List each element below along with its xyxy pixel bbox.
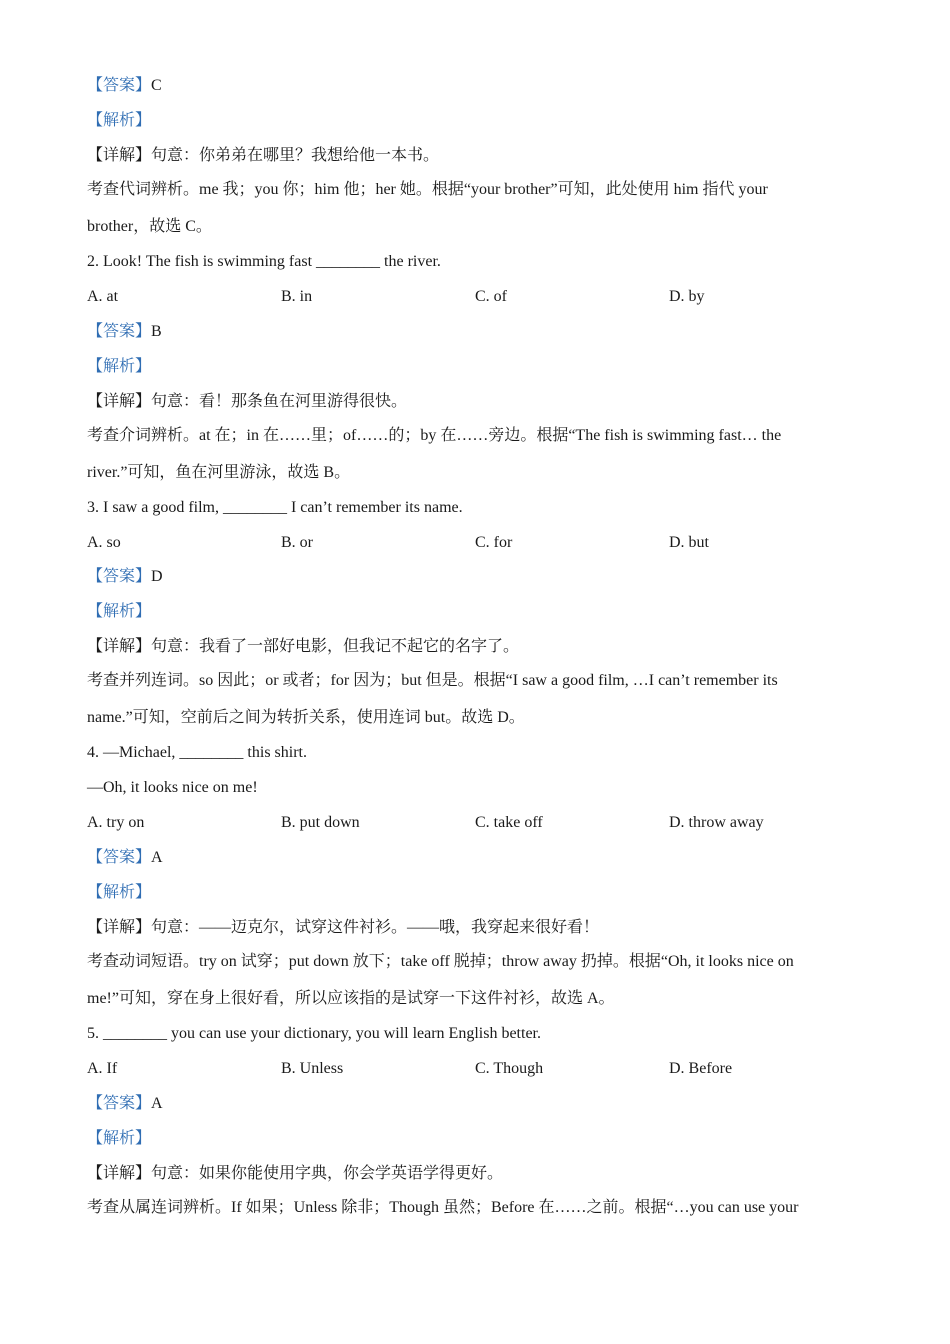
q4-option-a: A. try on [87, 814, 145, 831]
q3-option-d: D. but [669, 534, 709, 551]
detail-text: 句意：——迈克尔，试穿这件衬衫。——哦，我穿起来很好看！ [151, 919, 600, 936]
detail-text: 句意：如果你能使用字典，你会学英语学得更好。 [151, 1165, 504, 1182]
q3-detail-line [87, 637, 519, 657]
q3-explain-2: name.”可知，空前后之间为转折关系，使用连词 but。故选 D。 [87, 709, 525, 726]
q1-answer-line [87, 76, 162, 96]
q4-option-b: B. put down [281, 814, 360, 831]
q5-detail-line [87, 1164, 503, 1184]
answer-tag: 【答案】 [87, 77, 152, 94]
q2-explain-2: river.”可知，鱼在河里游泳，故选 B。 [87, 464, 351, 481]
q4-answer-line [87, 848, 163, 868]
q5-answer-line [87, 1094, 163, 1114]
q1-explain-2: brother，故选 C。 [87, 218, 212, 235]
q5-option-b: B. Unless [281, 1060, 344, 1077]
q4-explain-2: me!”可知，穿在身上很好看，所以应该指的是试穿一下这件衬衫，故选 A。 [87, 990, 615, 1007]
answer-value: D [151, 568, 163, 585]
answer-tag: 【答案】 [87, 323, 152, 340]
q2-option-b: B. in [281, 288, 313, 305]
q2-explain-1: 考查介词辨析。at 在；in 在……里；of……的；by 在……旁边。根据“The fish is swimming fast… the [87, 427, 782, 444]
q4-stem-reply: —Oh, it looks nice on me! [87, 779, 258, 796]
q3-option-b: B. or [281, 534, 313, 551]
q3-analysis-tag: 【解析】 [87, 603, 152, 620]
detail-text: 句意：看！那条鱼在河里游得很快。 [151, 393, 408, 410]
q5-option-d: D. Before [669, 1060, 733, 1077]
answer-tag: 【答案】 [87, 568, 152, 585]
q3-explain-1: 考查并列连词。so 因此；or 或者；for 因为；but 但是。根据“I saw a good film, …I can’t remember its [87, 672, 778, 689]
q3-option-c: C. for [475, 534, 513, 551]
q4-stem: 4. —Michael, ________ this shirt. [87, 744, 307, 761]
q3-option-a: A. so [87, 534, 121, 551]
q2-answer-line [87, 322, 162, 342]
q5-explain-1: 考查从属连词辨析。If 如果；Unless 除非；Though 虽然；Before 在……之前。根据“…you can use your [87, 1199, 799, 1216]
q2-option-c: C. of [475, 288, 507, 305]
detail-tag: 【详解】 [87, 147, 152, 164]
q1-detail-line [87, 146, 439, 166]
q2-analysis-tag: 【解析】 [87, 358, 152, 375]
q5-option-a: A. If [87, 1060, 118, 1077]
detail-text: 句意：我看了一部好电影，但我记不起它的名字了。 [151, 638, 520, 655]
q2-option-d: D. by [669, 288, 705, 305]
q4-explain-1: 考查动词短语。try on 试穿；put down 放下；take off 脱掉；throw away 扔掉。根据“Oh, it looks nice on [87, 953, 794, 970]
answer-value: C [151, 77, 162, 94]
detail-tag: 【详解】 [87, 919, 152, 936]
q2-detail-line [87, 392, 407, 412]
q2-option-a: A. at [87, 288, 119, 305]
q5-stem: 5. ________ you can use your dictionary, you will learn English better. [87, 1025, 541, 1042]
detail-text: 句意：你弟弟在哪里？我想给他一本书。 [151, 147, 440, 164]
q4-option-c: C. take off [475, 814, 543, 831]
q4-detail-line [87, 918, 599, 938]
q1-explain-1: 考查代词辨析。me 我；you 你；him 他；her 她。根据“your brother”可知，此处使用 him 指代 your [87, 181, 768, 198]
answer-value: A [151, 1095, 163, 1112]
q5-option-c: C. Though [475, 1060, 544, 1077]
q1-analysis-tag: 【解析】 [87, 112, 152, 129]
answer-tag: 【答案】 [87, 1095, 152, 1112]
detail-tag: 【详解】 [87, 638, 152, 655]
answer-value: A [151, 849, 163, 866]
q4-option-d: D. throw away [669, 814, 764, 831]
q4-analysis-tag: 【解析】 [87, 884, 152, 901]
answer-value: B [151, 323, 162, 340]
answer-tag: 【答案】 [87, 849, 152, 866]
detail-tag: 【详解】 [87, 393, 152, 410]
q2-stem: 2. Look! The fish is swimming fast ________ the river. [87, 253, 441, 270]
detail-tag: 【详解】 [87, 1165, 152, 1182]
q3-answer-line [87, 567, 163, 587]
q3-stem: 3. I saw a good film, ________ I can’t remember its name. [87, 499, 463, 516]
q5-analysis-tag: 【解析】 [87, 1130, 152, 1147]
